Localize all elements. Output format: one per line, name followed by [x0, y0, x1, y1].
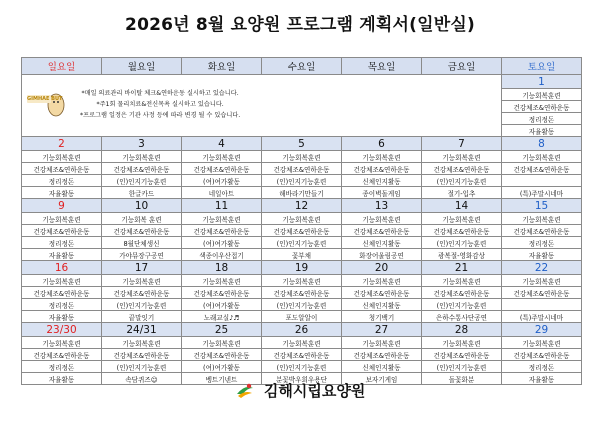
program-cell-mon: 기능회복 훈련: [102, 213, 182, 225]
program-cell-fri: 기능회복훈련: [422, 275, 502, 287]
program-cell-sat: [502, 175, 582, 187]
date-cell-tue: 18: [182, 261, 262, 275]
program-cell-wed: 기능회복훈련: [262, 213, 342, 225]
program-row-2: [22, 287, 582, 299]
program-cell-fri: 은하수통사단공연: [422, 311, 502, 323]
program-cell-fri: 광복절-영화감상: [422, 249, 502, 261]
program-cell-sun: 자율활동: [22, 311, 102, 323]
program-cell-tue: 노래교실♪♬: [182, 311, 262, 323]
program-cell-fri: 건강체조&연하운동: [422, 225, 502, 237]
weekday-monday: 월요일: [102, 58, 182, 75]
program-cell-sun: 건강체조&연하운동: [22, 225, 102, 237]
program-cell-sun: 건강체조&연하운동: [22, 349, 102, 361]
weekday-header-row: [22, 58, 582, 75]
program-cell-tue: 건강체조&연하운동: [182, 287, 262, 299]
program-cell-mon: 건강체조&연하운동: [102, 287, 182, 299]
date-cell-sat: 15: [502, 199, 582, 213]
weekday-wednesday: 수요일: [262, 58, 342, 75]
weekday-thursday: 목요일: [342, 58, 422, 75]
date-cell-sat: 29: [502, 323, 582, 337]
date-row: [22, 323, 582, 337]
program-row-1: [22, 213, 582, 225]
program-cell-sun: 건강체조&연하운동: [22, 287, 102, 299]
program-cell-sat: (특)주말시네마: [502, 311, 582, 323]
program-cell-thu: 건강체조&연하운동: [342, 349, 422, 361]
page-title: 2026년 8월 요양원 프로그램 계획서(일반실): [125, 15, 475, 35]
date-row: [22, 199, 582, 213]
program-cell-sun: 자율활동: [22, 249, 102, 261]
program-cell-tue: 기능회복훈련: [182, 151, 262, 163]
weekday-tuesday: 화요일: [182, 58, 262, 75]
notice-text: [80, 88, 240, 121]
weekday-saturday: 토요일: [502, 58, 582, 75]
program-row-2: [22, 349, 582, 361]
program-row-3: [22, 175, 582, 187]
program-cell-wed: 기능회복훈련: [262, 151, 342, 163]
program-cell-wed: 기능회복훈련: [262, 275, 342, 287]
program-cell-wed: (인)인지기능훈련: [262, 237, 342, 249]
date-cell-thu: 6: [342, 137, 422, 151]
date-row: [22, 137, 582, 151]
program-cell-mon: 속담퀴즈☺: [102, 373, 182, 385]
program-row-4: [22, 187, 582, 199]
program-cell-sat: 기능회복훈련: [502, 89, 582, 101]
program-cell-sun: 정리정돈: [22, 299, 102, 311]
program-cell-wed: 해바라기만들기: [262, 187, 342, 199]
program-cell-thu: 건강체조&연하운동: [342, 287, 422, 299]
program-cell-thu: 기능회복훈련: [342, 275, 422, 287]
program-cell-thu: 신체인지활동: [342, 299, 422, 311]
program-cell-wed: (인)인지기능훈련: [262, 175, 342, 187]
program-cell-sat: [502, 299, 582, 311]
program-cell-wed: 포도알알이: [262, 311, 342, 323]
program-cell-sat: 건강체조&연하운동: [502, 349, 582, 361]
weekday-friday: 금요일: [422, 58, 502, 75]
program-cell-sat: 정리정돈: [502, 361, 582, 373]
program-cell-fri: (인)인지기능훈련: [422, 299, 502, 311]
footer-name: 김해시립요양원: [263, 382, 366, 400]
program-cell-thu: 청기백기: [342, 311, 422, 323]
date-row: [22, 261, 582, 275]
program-cell-mon: 건강체조&연하운동: [102, 349, 182, 361]
program-cell-sun: 정리정돈: [22, 237, 102, 249]
program-cell-wed: 건강체조&연하운동: [262, 225, 342, 237]
program-cell-fri: 기능회복훈련: [422, 337, 502, 349]
program-cell-tue: (여)여가활동: [182, 237, 262, 249]
program-row-3: [22, 237, 582, 249]
program-cell-mon: 건강체조&연하운동: [102, 225, 182, 237]
program-cell-sat: 건강체조&연하운동: [502, 163, 582, 175]
program-cell-sun: 기능회복훈련: [22, 151, 102, 163]
program-cell-sat: 정리정돈: [502, 113, 582, 125]
program-cell-mon: (인)인지기능훈련: [102, 361, 182, 373]
date-cell-thu: 13: [342, 199, 422, 213]
date-cell-wed: 19: [262, 261, 342, 275]
program-cell-tue: 색종이우산접기: [182, 249, 262, 261]
program-cell-sat: 정리정돈: [502, 237, 582, 249]
program-cell-mon: 기능회복훈련: [102, 337, 182, 349]
date-cell-fri: 14: [422, 199, 502, 213]
program-cell-fri: 절기-입추: [422, 187, 502, 199]
program-cell-thu: 보자기게임: [342, 373, 422, 385]
program-cell-sun: 기능회복훈련: [22, 275, 102, 287]
program-cell-wed: 기능회복훈련: [262, 337, 342, 349]
program-cell-sat: 기능회복훈련: [502, 275, 582, 287]
program-cell-mon: (인)인지기능훈련: [102, 299, 182, 311]
program-row-3: [22, 299, 582, 311]
program-cell-mon: 한글카드: [102, 187, 182, 199]
program-cell-fri: 기능회복훈련: [422, 213, 502, 225]
program-cell-wed: 건강체조&연하운동: [262, 287, 342, 299]
program-cell-tue: 네일아트: [182, 187, 262, 199]
program-cell-fri: 건강체조&연하운동: [422, 349, 502, 361]
date-row: [22, 75, 582, 89]
program-cell-thu: 신체인지활동: [342, 361, 422, 373]
program-cell-sun: 정리정돈: [22, 361, 102, 373]
program-cell-wed: 분꽃박우회우용단: [262, 373, 342, 385]
program-cell-sat: 자율활동: [502, 373, 582, 385]
date-cell-wed: 5: [262, 137, 342, 151]
program-cell-sat: 건강체조&연하운동: [502, 101, 582, 113]
date-cell-sat: 1: [502, 75, 582, 89]
program-cell-tue: 기능회복훈련: [182, 213, 262, 225]
date-cell-sun: 23/30: [22, 323, 102, 337]
date-cell-mon: 24/31: [102, 323, 182, 337]
program-cell-sat: 자율활동: [502, 125, 582, 137]
date-cell-tue: 25: [182, 323, 262, 337]
program-cell-thu: 건강체조&연하운동: [342, 225, 422, 237]
program-cell-sun: 건강체조&연하운동: [22, 163, 102, 175]
program-cell-sat: 기능회복훈련: [502, 337, 582, 349]
program-cell-tue: (여)여가활동: [182, 361, 262, 373]
program-cell-sat: 자율활동: [502, 249, 582, 261]
program-cell-thu: 기능회복훈련: [342, 151, 422, 163]
date-cell-mon: 3: [102, 137, 182, 151]
date-cell-wed: 26: [262, 323, 342, 337]
program-cell-fri: (인)인지기능훈련: [422, 237, 502, 249]
program-cell-sat: 건강체조&연하운동: [502, 225, 582, 237]
date-cell-sun: 16: [22, 261, 102, 275]
program-cell-thu: 종이벽돌게임: [342, 187, 422, 199]
program-cell-sun: 기능회복훈련: [22, 213, 102, 225]
program-cell-tue: (여)여가활동: [182, 175, 262, 187]
program-cell-wed: 건강체조&연하운동: [262, 349, 342, 361]
weekday-sunday: 일요일: [22, 58, 102, 75]
city-emblem-icon: [235, 382, 255, 400]
program-calendar: [21, 57, 582, 385]
date-cell-mon: 17: [102, 261, 182, 275]
notice-line: *프로그램 일정은 기관 사정 등에 따라 변경 될 수 있습니다.: [80, 112, 241, 119]
notice-line: *매일 의료관리 바이탈 체크&연하운동 실시하고 있습니다.: [81, 90, 239, 97]
program-cell-thu: 신체인지활동: [342, 237, 422, 249]
program-cell-fri: (인)인지기능훈련: [422, 361, 502, 373]
date-cell-sun: 2: [22, 137, 102, 151]
program-cell-mon: 끝말잇기: [102, 311, 182, 323]
program-cell-mon: 건강체조&연하운동: [102, 163, 182, 175]
program-cell-tue: (여)여가활동: [182, 299, 262, 311]
program-row-4: [22, 249, 582, 261]
program-cell-tue: 건강체조&연하운동: [182, 349, 262, 361]
program-cell-sun: 정리정돈: [22, 175, 102, 187]
program-cell-mon: 8월단체생신: [102, 237, 182, 249]
program-cell-tue: 기능회복훈련: [182, 275, 262, 287]
program-cell-thu: 기능회복훈련: [342, 213, 422, 225]
program-row-4: [22, 311, 582, 323]
program-cell-wed: (인)인지기능훈련: [262, 361, 342, 373]
program-cell-thu: 건강체조&연하운동: [342, 163, 422, 175]
date-cell-thu: 20: [342, 261, 422, 275]
program-cell-mon: 가야뮤장구공연: [102, 249, 182, 261]
date-cell-sun: 9: [22, 199, 102, 213]
program-cell-thu: 화장어울림공연: [342, 249, 422, 261]
date-cell-sat: 22: [502, 261, 582, 275]
program-cell-thu: 기능회복훈련: [342, 337, 422, 349]
program-row-1: [22, 275, 582, 287]
notice-box: [22, 75, 502, 137]
program-cell-tue: 건강체조&연하운동: [182, 163, 262, 175]
date-cell-tue: 4: [182, 137, 262, 151]
program-cell-wed: 건강체조&연하운동: [262, 163, 342, 175]
program-row-1: [22, 151, 582, 163]
program-cell-fri: 건강체조&연하운동: [422, 163, 502, 175]
date-cell-sat: 8: [502, 137, 582, 151]
date-cell-mon: 10: [102, 199, 182, 213]
date-cell-thu: 27: [342, 323, 422, 337]
program-row-1: [22, 337, 582, 349]
date-cell-wed: 12: [262, 199, 342, 213]
date-cell-fri: 28: [422, 323, 502, 337]
program-cell-sun: 기능회복훈련: [22, 337, 102, 349]
program-cell-sun: 자율활동: [22, 373, 102, 385]
program-cell-sun: 자율활동: [22, 187, 102, 199]
program-cell-fri: 돌꽃화분: [422, 373, 502, 385]
date-cell-fri: 21: [422, 261, 502, 275]
program-cell-tue: 벵트기넨트: [182, 373, 262, 385]
program-cell-fri: (인)인지기능훈련: [422, 175, 502, 187]
date-cell-fri: 7: [422, 137, 502, 151]
program-cell-sat: (특)주말시네마: [502, 187, 582, 199]
program-cell-sat: 기능회복훈련: [502, 213, 582, 225]
program-cell-mon: (인)인지기능훈련: [102, 175, 182, 187]
program-cell-tue: 건강체조&연하운동: [182, 225, 262, 237]
program-cell-fri: 건강체조&연하운동: [422, 287, 502, 299]
program-cell-sat: 기능회복훈련: [502, 151, 582, 163]
footer-brand: [0, 380, 600, 401]
program-cell-fri: 기능회복훈련: [422, 151, 502, 163]
program-cell-thu: 신체인지활동: [342, 175, 422, 187]
program-cell-wed: 꽃부채: [262, 249, 342, 261]
logo-lettering: GIMHAE BUT: [27, 96, 63, 102]
program-row-2: [22, 163, 582, 175]
program-row-2: [22, 225, 582, 237]
program-cell-tue: 기능회복훈련: [182, 337, 262, 349]
date-cell-tue: 11: [182, 199, 262, 213]
notice-line: *주1회 물리치료&전신목욕 실시하고 있습니다.: [96, 101, 224, 108]
program-cell-mon: 기능회복훈련: [102, 275, 182, 287]
program-cell-wed: (인)인지기능훈련: [262, 299, 342, 311]
program-row-3: [22, 361, 582, 373]
program-cell-mon: 기능회복훈련: [102, 151, 182, 163]
program-cell-sat: 건강체조&연하운동: [502, 287, 582, 299]
